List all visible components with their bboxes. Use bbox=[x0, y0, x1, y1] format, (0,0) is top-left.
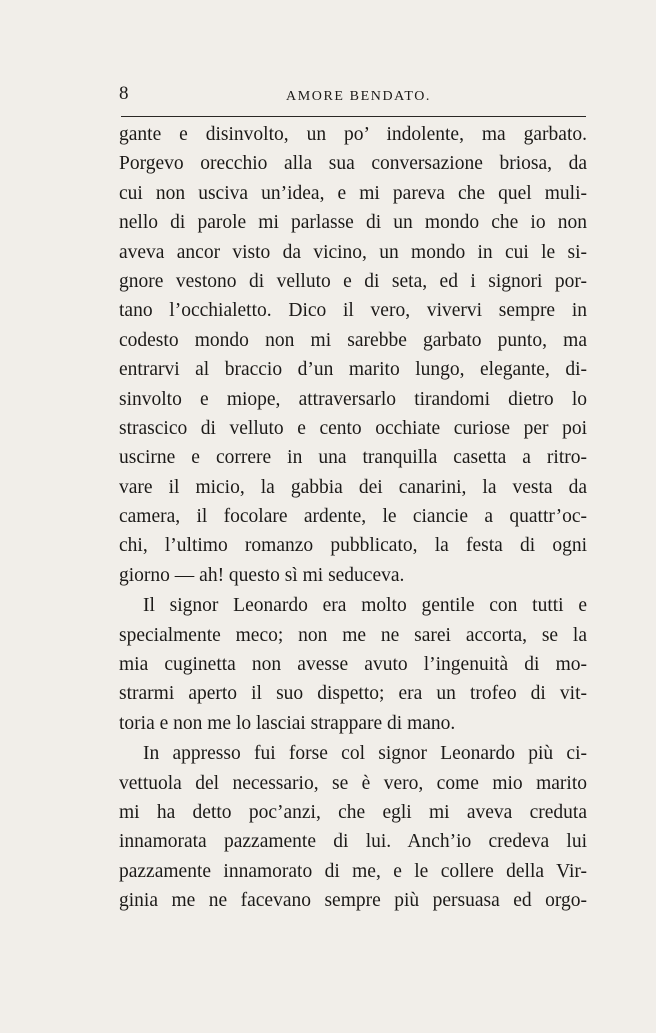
page-number: 8 bbox=[119, 83, 129, 104]
text-line: giorno — ah! questo sì mi seduceva. bbox=[119, 564, 405, 586]
text-line: mia cuginetta non avesse avuto l’ingenuità di mo- bbox=[119, 654, 587, 676]
text-line: pazzamente innamorato di me, e le collere della Vir- bbox=[119, 860, 587, 882]
text-line: specialmente meco; non me ne sarei accorta, se la bbox=[119, 624, 587, 646]
text-line: gante e disinvolto, un po’ indolente, ma garbato. bbox=[119, 124, 587, 145]
text-line: vettuola del necessario, se è vero, come mio marito bbox=[119, 772, 587, 794]
text-line: Il signor Leonardo era molto gentile con tutti e bbox=[143, 595, 587, 617]
text-line: chi, l’ultimo romanzo pubblicato, la festa di ogni bbox=[119, 535, 587, 557]
text-line: tano l’occhialetto. Dico il vero, vivervi sempre in bbox=[119, 300, 587, 322]
text-line: camera, il focolare ardente, le ciancie a quattr’oc- bbox=[119, 506, 587, 528]
text-line: Porgevo orecchio alla sua conversazione briosa, da bbox=[119, 153, 587, 175]
body-text bbox=[119, 120, 587, 916]
text-line: codesto mondo non mi sarebbe garbato punto, ma bbox=[119, 329, 587, 351]
text-line: strascico di velluto e cento occhiate curiose per poi bbox=[119, 417, 587, 439]
text-line: mi ha detto poc’anzi, che egli mi aveva creduta bbox=[119, 801, 587, 823]
text-line: vare il micio, la gabbia dei canarini, la vesta da bbox=[119, 476, 587, 498]
text-line: cui non usciva un’idea, e mi pareva che quel muli- bbox=[119, 182, 587, 204]
text-line: toria e non me lo lasciai strappare di mano. bbox=[119, 712, 456, 734]
text-line: ginia me ne facevano sempre più persuasa ed orgo- bbox=[119, 890, 587, 912]
text-line: strarmi aperto il suo dispetto; era un trofeo di vit- bbox=[119, 683, 587, 705]
header-rule bbox=[121, 116, 586, 117]
text-line: entrarvi al braccio d’un marito lungo, elegante, di- bbox=[119, 359, 587, 381]
text-line: uscirne e correre in una tranquilla casetta a ritro- bbox=[119, 447, 587, 469]
text-line: gnore vestono di velluto e di seta, ed i signori por- bbox=[119, 270, 587, 292]
running-head: AMORE BENDATO. bbox=[286, 89, 432, 104]
text-line: innamorata pazzamente di lui. Anch’io credeva lui bbox=[119, 831, 587, 853]
text-line: In appresso fui forse col signor Leonardo più ci- bbox=[143, 743, 587, 765]
text-line: sinvolto e miope, attraversarlo tirandomi dietro lo bbox=[119, 388, 587, 410]
text-line: nello di parole mi parlasse di un mondo che io non bbox=[119, 212, 587, 234]
text-line: aveva ancor visto da vicino, un mondo in cui le si- bbox=[119, 241, 587, 263]
